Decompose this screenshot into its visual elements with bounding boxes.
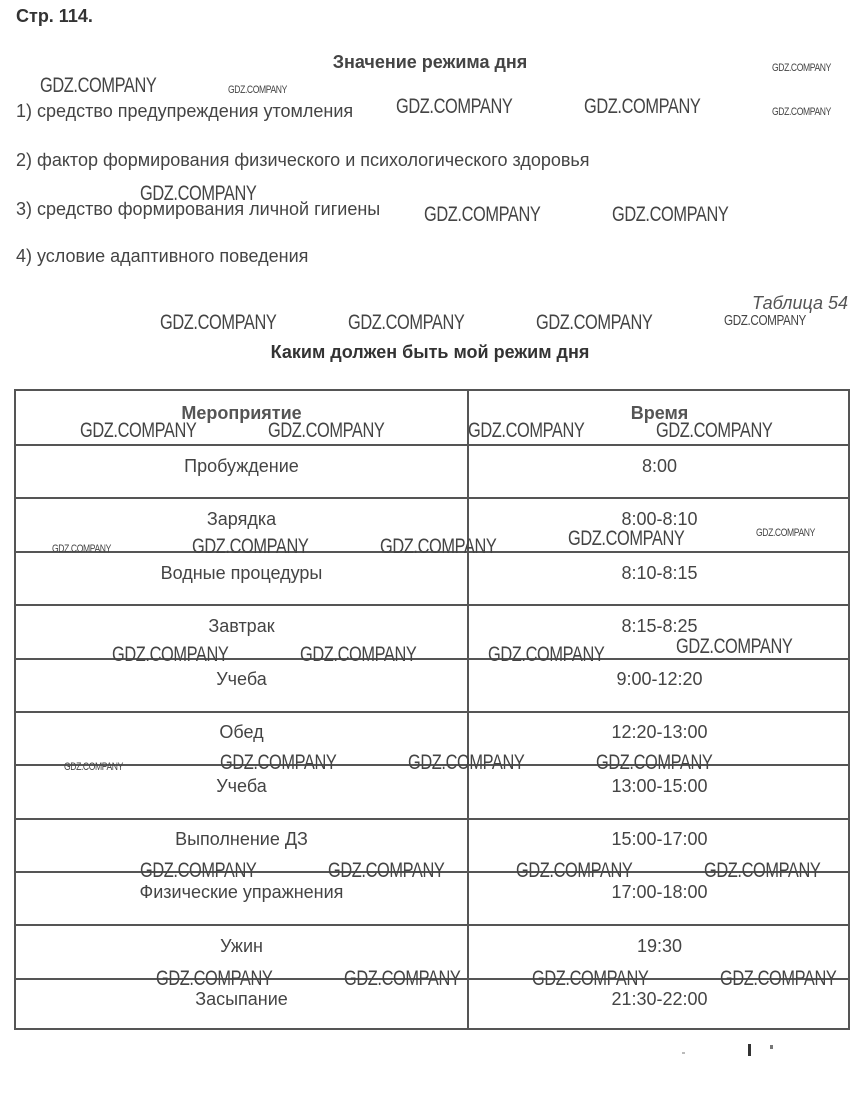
table-title: Каким должен быть мой режим дня [270,342,590,362]
watermark: GDZ.COMPANY [408,751,525,774]
watermark: GDZ.COMPANY [328,859,445,882]
watermark: GDZ.COMPANY [676,635,793,658]
schedule-table [14,389,850,1030]
watermark: GDZ.COMPANY [380,535,497,558]
watermark: GDZ.COMPANY [596,751,713,774]
row-divider [16,871,848,873]
page-number: Стр. 114. [16,6,93,26]
watermark: GDZ.COMPANY [160,311,277,334]
watermark: GDZ.COMPANY [344,967,461,990]
time-cell: 13:00-15:00 [611,776,708,796]
watermark: GDZ.COMPANY [656,419,773,442]
watermark: GDZ.COMPANY [140,859,257,882]
watermark: GDZ.COMPANY [112,643,229,666]
time-cell: 8:00 [641,456,678,476]
header-activity: Мероприятие [181,403,302,423]
time-cell: 17:00-18:00 [611,882,708,902]
table-caption: Таблица 54 [751,293,848,313]
list-item: 1) средство предупреждения утомления [16,101,354,121]
list-item: 4) условие адаптивного поведения [16,246,309,266]
list-item: 2) фактор формирования физического и психологического здоровья [16,150,590,170]
time-cell: 8:15-8:25 [621,616,698,636]
column-divider [467,391,469,1028]
watermark: GDZ.COMPANY [516,859,633,882]
watermark: GDZ.COMPANY [396,95,513,118]
time-cell: 9:00-12:20 [616,669,703,689]
row-divider [16,978,848,980]
watermark: GDZ.COMPANY [772,106,831,118]
time-cell: 8:10-8:15 [621,563,698,583]
watermark: GDZ.COMPANY [80,419,197,442]
activity-cell: Водные процедуры [160,563,323,583]
watermark: GDZ.COMPANY [612,203,729,226]
watermark: GDZ.COMPANY [488,643,605,666]
header-time: Время [630,403,689,423]
activity-cell: Выполнение ДЗ [175,829,308,849]
watermark: GDZ.COMPANY [64,761,123,773]
watermark: GDZ.COMPANY [220,751,337,774]
row-divider [16,604,848,606]
section-title: Значение режима дня [332,52,528,72]
watermark: GDZ.COMPANY [724,312,806,329]
watermark: GDZ.COMPANY [568,527,685,550]
activity-cell: Пробуждение [184,456,299,476]
watermark: GDZ.COMPANY [536,311,653,334]
row-divider [16,497,848,499]
scan-artifact [680,1040,780,1056]
watermark: GDZ.COMPANY [468,419,585,442]
row-divider [16,764,848,766]
row-divider [16,818,848,820]
time-cell: 12:20-13:00 [611,722,708,742]
time-cell: 8:00-8:10 [621,509,698,529]
watermark: GDZ.COMPANY [156,967,273,990]
watermark: GDZ.COMPANY [424,203,541,226]
watermark: GDZ.COMPANY [756,527,815,539]
watermark: GDZ.COMPANY [584,95,701,118]
watermark: GDZ.COMPANY [704,859,821,882]
watermark: GDZ.COMPANY [52,543,111,555]
activity-cell: Завтрак [208,616,275,636]
time-cell: 19:30 [636,936,683,956]
activity-cell: Учеба [216,669,267,689]
row-divider [16,924,848,926]
watermark: GDZ.COMPANY [300,643,417,666]
row-divider [16,444,848,446]
watermark: GDZ.COMPANY [140,182,257,205]
watermark: GDZ.COMPANY [772,62,831,74]
row-divider [16,711,848,713]
watermark: GDZ.COMPANY [228,84,287,96]
activity-cell: Обед [219,722,264,742]
watermark: GDZ.COMPANY [720,967,837,990]
activity-cell: Зарядка [206,509,277,529]
watermark: GDZ.COMPANY [532,967,649,990]
row-divider [16,658,848,660]
activity-cell: Учеба [216,776,267,796]
watermark: GDZ.COMPANY [268,419,385,442]
activity-cell: Физические упражнения [139,882,344,902]
watermark: GDZ.COMPANY [40,74,157,97]
list-item: 3) средство формирования личной гигиены [16,199,381,219]
activity-cell: Засыпание [195,989,288,1009]
watermark: GDZ.COMPANY [192,535,309,558]
activity-cell: Ужин [220,936,263,956]
time-cell: 15:00-17:00 [611,829,708,849]
watermark: GDZ.COMPANY [348,311,465,334]
row-divider [16,551,848,553]
time-cell: 21:30-22:00 [611,989,708,1009]
